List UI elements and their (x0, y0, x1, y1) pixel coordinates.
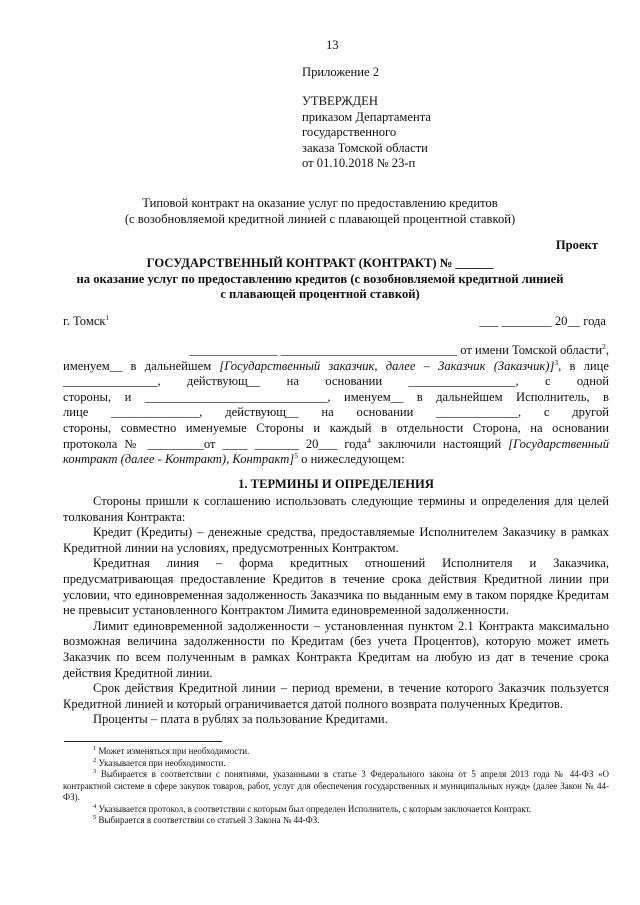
approved-line: государственного (302, 125, 397, 140)
footnote-text: Указывается при необходимости. (98, 757, 226, 768)
preamble-text: именуем__ в дальнейшем (63, 358, 220, 373)
paragraph: Кредитная линия – форма кредитных отношений Исполнителя и Заказчика, предусматривающая предоставление Кредитов в течение срока действия Кредитной линии при условии, что единовременная задолженность Заказчика по выданным ему в таком порядке Кредитам не превысит установленного Контрактом Лимита единовременной задолженности. (63, 556, 609, 618)
subtitle-line: Типовой контракт на оказание услуг по предоставлению кредитов (142, 196, 498, 210)
section-heading: 1. ТЕРМИНЫ И ОПРЕДЕЛЕНИЯ (238, 477, 434, 491)
footnotes (63, 746, 609, 827)
title-line: с плавающей процентной ставкой) (220, 287, 420, 302)
approved-line: от 01.10.2018 № 23-п (302, 156, 416, 171)
preamble-italic: контракт (далее - Контракт), Контракт] (63, 452, 295, 467)
footnote-num: 3 (93, 768, 97, 775)
footnote (63, 746, 609, 758)
approved-line: приказом Департамента (302, 109, 431, 124)
footnote (63, 769, 609, 804)
paragraph: Проценты – плата в рублях за пользование Кредитами. (93, 712, 388, 727)
approved-heading: УТВЕРЖДЕН (302, 94, 378, 108)
preamble-line: стороны, совместно именуемые Стороны и каждый в отдельности Сторона, на основании (63, 420, 609, 435)
footnote-ref: 1 (105, 313, 110, 322)
preamble-line (63, 359, 609, 375)
preamble-line: _______________, действующ__ на основании _________________, с одной (63, 374, 609, 389)
preamble-text: , в лице (558, 358, 609, 373)
approved-line: заказа Томской области (302, 140, 428, 155)
preamble-line (63, 437, 609, 453)
paragraph: Лимит единовременной задолженности – установленная пунктом 2.1 Контракта максимально возможная величина задолженности по Кредитам (без учета Процентов), которую может иметь Заказчик по всем полученным в рамках Контракта Кредитам на любую из дат в течение срока действия Кредитной линии. (63, 618, 609, 680)
place-text: г. Томск (63, 314, 106, 328)
section-body (63, 494, 609, 728)
preamble-line: стороны, и _____________________________, именуем__ в дальнейшем Исполнитель, в (63, 389, 609, 404)
footnote-num: 4 (93, 802, 97, 810)
footnote (63, 804, 609, 816)
subtitle (60, 196, 580, 227)
footnote-ref: 3 (554, 357, 559, 367)
footnote-separator (64, 741, 222, 742)
title-line: на оказание услуг по предоставлению кредитов (с возобновляемой кредитной линией (76, 271, 564, 286)
paragraph: Срок действия Кредитной линии – период времени, в течение которого Заказчик пользуется Кредитной линией и который ограничивается датой полного возврата полученных Кредитов. (63, 681, 609, 711)
footnote-text: Указывается протокол, в соответствии с которым был определен Исполнитель, с которым заключается Контракт. (98, 803, 531, 814)
footnote-text: Выбирается в соответствии со статьей 3 Закона № 44-ФЗ. (98, 815, 320, 825)
preamble-text: ______________ ____________________________ от имени Томской области (189, 343, 603, 357)
preamble-italic: [Государственный (508, 436, 609, 451)
approval-block (302, 94, 431, 172)
subtitle-line: (с возобновляемой кредитной линией с плавающей процентной ставкой) (124, 211, 516, 226)
preamble-text: протокола № _________от ____ _______ 20___ года (63, 436, 368, 451)
preamble-italic: [Государственный заказчик, далее – Заказчик (Заказчик)] (219, 358, 555, 373)
appendix-label: Приложение 2 (302, 65, 380, 79)
paragraph: Стороны пришли к соглашению использовать следующие термины и определения для целей толкования Контракта: (63, 494, 609, 524)
place (63, 314, 109, 330)
preamble-line (63, 343, 609, 359)
footnote-num: 1 (93, 745, 97, 752)
draft-label: Проект (555, 238, 598, 252)
preamble-text: о нижеследующем: (297, 452, 405, 467)
preamble-line (63, 452, 609, 468)
footnote (63, 815, 609, 827)
footnote-num: 5 (93, 814, 97, 821)
footnote (63, 758, 609, 770)
footnote-ref: 4 (367, 435, 371, 445)
title-line: ГОСУДАРСТВЕННЫЙ КОНТРАКТ (КОНТРАКТ) № ______ (146, 256, 494, 270)
preamble-line: лице ______________, действующ__ на основании _____________, с другой (63, 405, 609, 420)
paragraph: Кредит (Кредиты) – денежные средства, предоставляемые Исполнителем Заказчику в рамках Кредитной линии на условиях, предусмотренных Контрактом. (63, 525, 609, 555)
footnote-num: 2 (93, 756, 97, 764)
preamble-text: , (605, 343, 609, 357)
footnote-text: Может изменяться при необходимости. (98, 746, 250, 756)
contract-title (40, 256, 600, 303)
date-blank: ___ ________ 20__ года (479, 314, 606, 328)
page-number: 13 (326, 38, 339, 52)
footnote-ref: 5 (294, 451, 298, 461)
preamble-text: заключили настоящий (370, 436, 509, 451)
footnote-ref: 2 (602, 342, 606, 351)
preamble (63, 343, 609, 468)
footnote-text: Выбирается в соответствии с понятиями, указанными в статье 3 Федерального закона от 5 апреля 2013 года № 44-ФЗ «О контрактной системе в сфере закупок товаров, работ, услуг для обеспечения государственных и муниципальных нужд» (далее Закон № 44-ФЗ). (63, 769, 610, 802)
